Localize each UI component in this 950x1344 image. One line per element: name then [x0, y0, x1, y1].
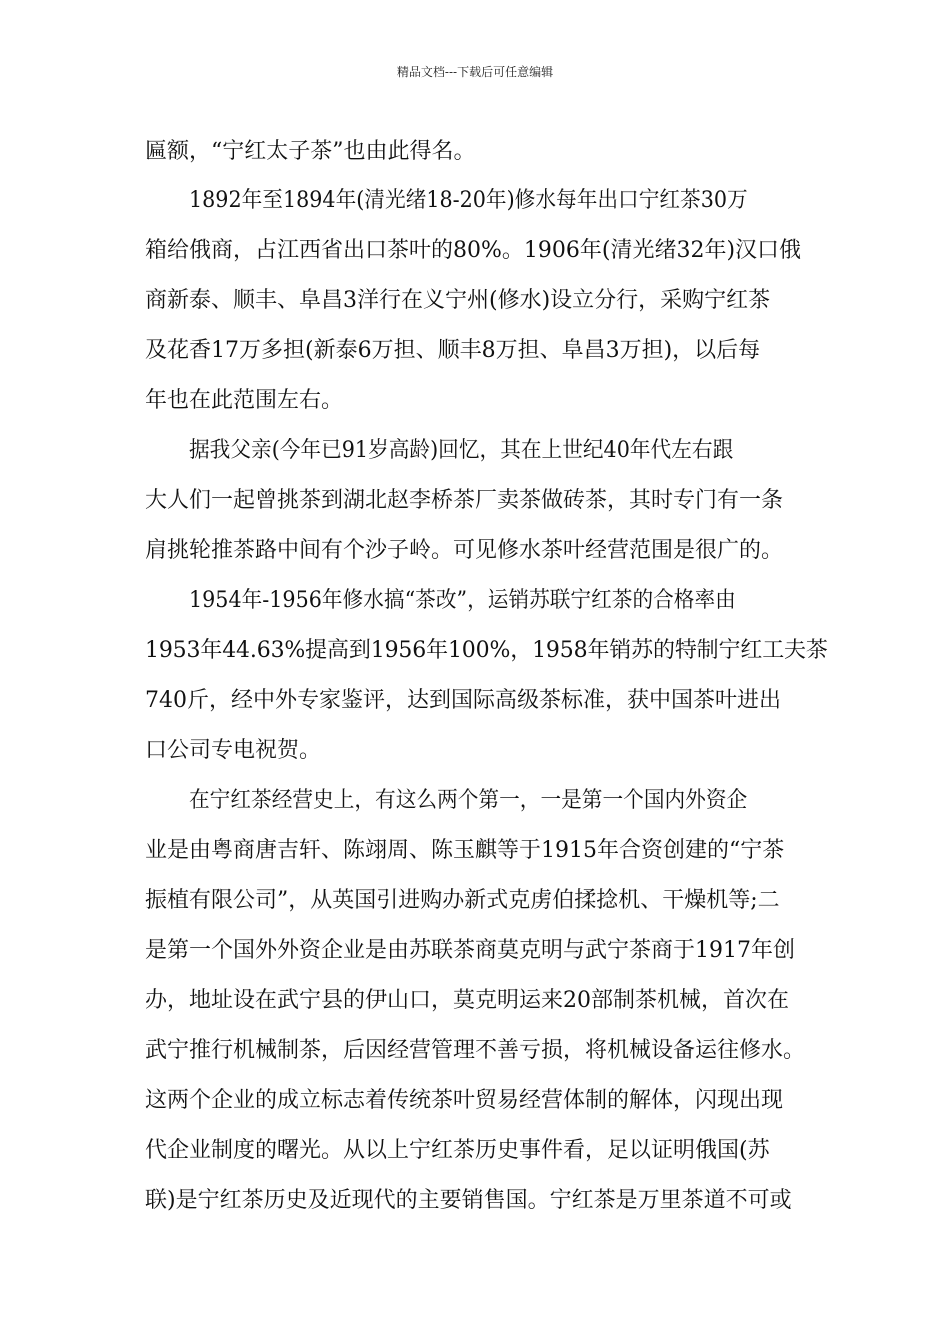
- text-line: 商新泰、顺丰、阜昌3洋行在义宁州(修水)设立分行，采购宁红茶: [145, 288, 771, 313]
- text-line: 年也在此范围左右。: [145, 388, 344, 413]
- text-line: 大人们一起曾挑茶到湖北赵李桥茶厂卖茶做砖茶，其时专门有一条: [145, 488, 784, 513]
- text-line: 业是由粤商唐吉轩、陈翊周、陈玉麒等于1915年合资创建的“宁茶: [145, 838, 785, 863]
- text-line: 是第一个国外外资企业是由苏联茶商莫克明与武宁茶商于1917年创: [145, 938, 795, 963]
- text-line: 1953年44.63%提高到1956年100%，1958年销苏的特制宁红工夫茶: [145, 638, 828, 663]
- text-line: 肩挑轮推茶路中间有个沙子岭。可见修水茶叶经营范围是很广的。: [145, 538, 784, 563]
- text-line: 办，地址设在武宁县的伊山口，莫克明运来20部制茶机械，首次在: [145, 988, 789, 1013]
- text-line: 联)是宁红茶历史及近现代的主要销售国。宁红茶是万里茶道不可或: [145, 1188, 792, 1213]
- text-line: 匾额，“宁红太子茶”也由此得名。: [145, 139, 476, 164]
- text-line: 振植有限公司”，从英国引进购办新式克虏伯揉捻机、干燥机等;二: [145, 888, 780, 913]
- text-line: 及花香17万多担(新泰6万担、顺丰8万担、阜昌3万担)，以后每: [145, 338, 761, 363]
- text-line: 代企业制度的曙光。从以上宁红茶历史事件看，足以证明俄国(苏: [145, 1138, 770, 1163]
- text-line: 在宁红茶经营史上，有这么两个第一，一是第一个国内外资企: [189, 788, 748, 813]
- text-line: 1892年至1894年(清光绪18-20年)修水每年出口宁红茶30万: [189, 188, 748, 213]
- text-line: 箱给俄商，占江西省出口茶叶的80%。1906年(清光绪32年)汉口俄: [145, 238, 802, 263]
- text-line: 1954年-1956年修水搞“茶改”，运销苏联宁红茶的合格率由: [189, 588, 736, 613]
- text-line: 740斤，经中外专家鉴评，达到国际高级茶标准，获中国茶叶进出: [145, 688, 781, 713]
- text-line: 这两个企业的成立标志着传统茶叶贸易经营体制的解体，闪现出现: [145, 1088, 784, 1113]
- page-header: 精品文档---下载后可任意编辑: [396, 65, 554, 79]
- text-line: 据我父亲(今年已91岁高龄)回忆，其在上世纪40年代左右跟: [189, 438, 734, 463]
- text-line: 口公司专电祝贺。: [145, 738, 322, 763]
- text-line: 武宁推行机械制茶，后因经营管理不善亏损，将机械设备运往修水。: [145, 1038, 806, 1063]
